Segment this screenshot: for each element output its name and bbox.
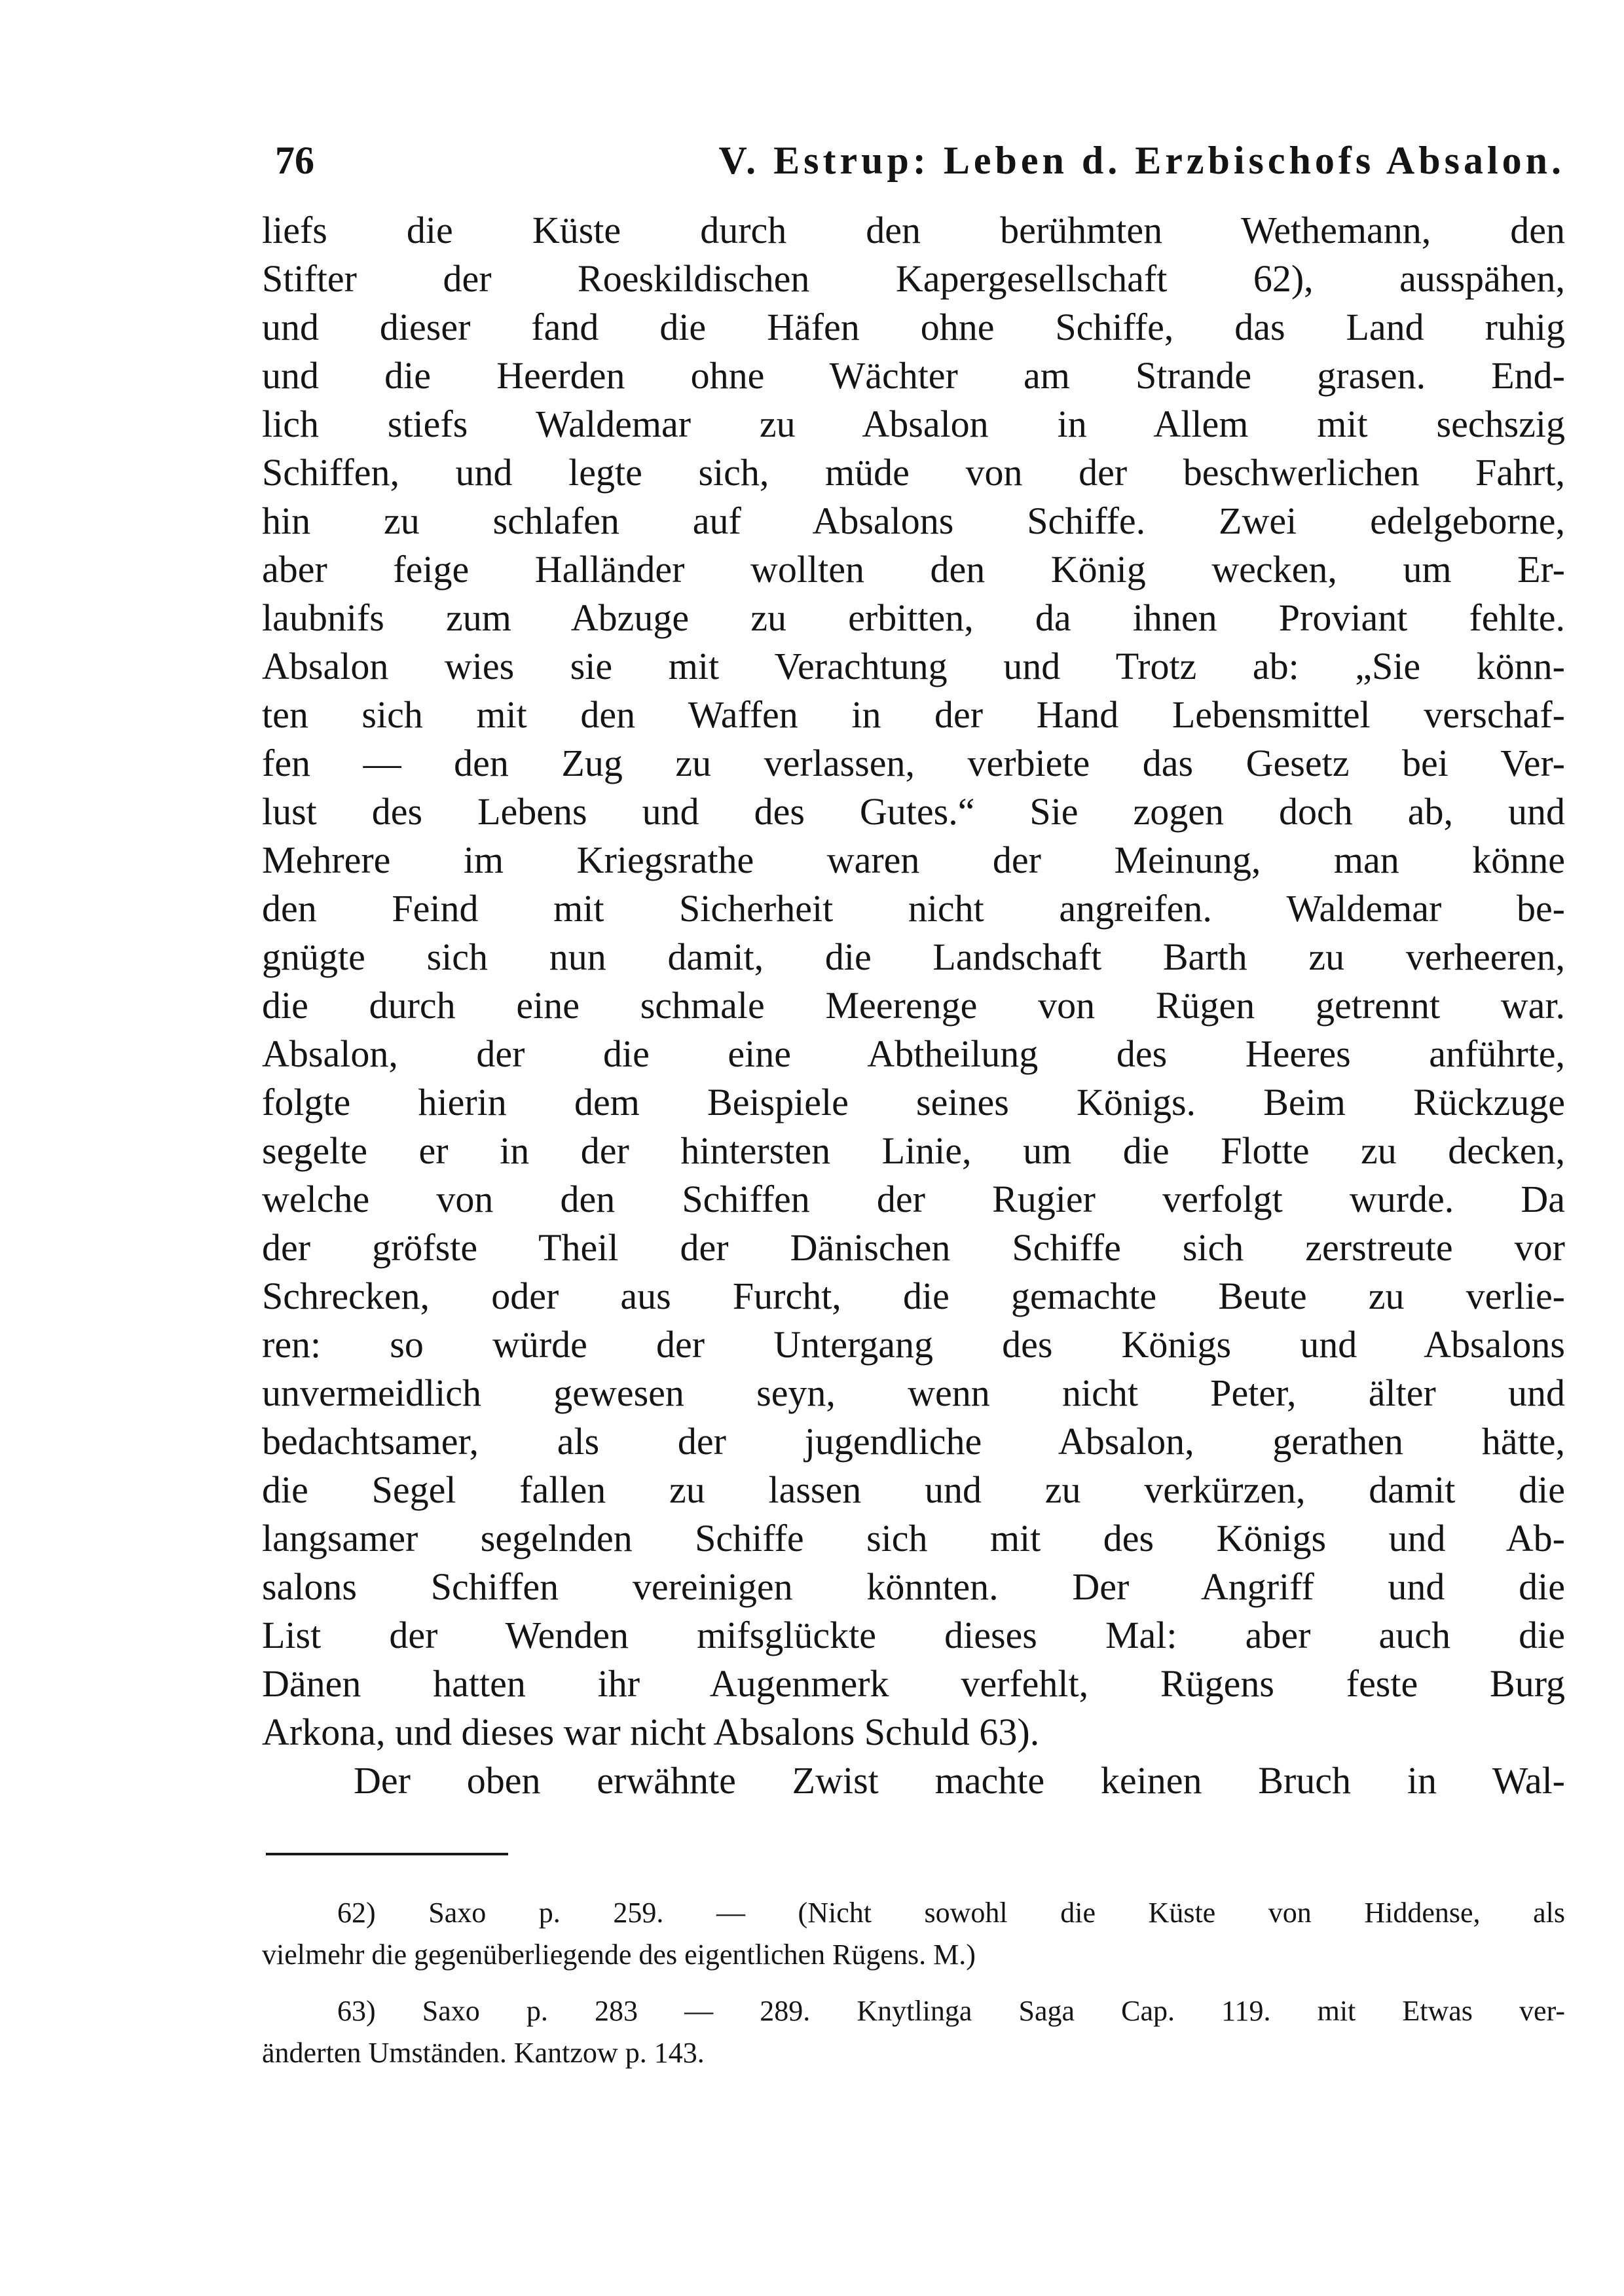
text-line: den Feind mit Sicherheit nicht angreifen. Waldemar be- [262, 887, 1565, 930]
text-line: lust des Lebens und des Gutes.“ Sie zogen doch ab, und [262, 790, 1565, 833]
footnote-63-line: änderten Umständen. Kantzow p. 143. [262, 2037, 705, 2069]
text-line: aber feige Halländer wollten den König wecken, um Er- [262, 548, 1565, 591]
footnote-spacer [262, 1976, 1565, 1990]
text-line: und die Heerden ohne Wächter am Strande grasen. End- [262, 354, 1565, 397]
main-text [262, 206, 1565, 1805]
footnote-63-line: 63) Saxo p. 283 — 289. Knytlinga Saga Cap. 119. mit Etwas ver- [337, 1995, 1565, 2027]
running-head: V. Estrup: Leben d. Erzbischofs Absalon. [718, 139, 1565, 182]
text-line: Schiffen, und legte sich, müde von der beschwerlichen Fahrt, [262, 451, 1565, 494]
text-line: Absalon, der die eine Abtheilung des Heeres anführte, [262, 1032, 1565, 1075]
text-line: Schrecken, oder aus Furcht, die gemachte Beute zu verlie- [262, 1275, 1565, 1317]
text-line: segelte er in der hintersten Linie, um die Flotte zu decken, [262, 1129, 1565, 1172]
text-line: und dieser fand die Häfen ohne Schiffe, das Land ruhig [262, 306, 1565, 348]
text-line: Dänen hatten ihr Augenmerk verfehlt, Rügens feste Burg [262, 1662, 1565, 1705]
text-line: ten sich mit den Waffen in der Hand Lebensmittel verschaf- [262, 693, 1565, 736]
text-line: unvermeidlich gewesen seyn, wenn nicht Peter, älter und [262, 1372, 1565, 1414]
footnote-62-line: 62) Saxo p. 259. — (Nicht sowohl die Küste von Hiddense, als [337, 1897, 1565, 1929]
text-line-paragraph-start: Der oben erwähnte Zwist machte keinen Bruch in Wal- [354, 1759, 1565, 1802]
page-header [262, 131, 1565, 190]
text-line: folgte hierin dem Beispiele seines Königs. Beim Rückzuge [262, 1081, 1565, 1123]
text-line: laubnifs zum Abzuge zu erbitten, da ihnen Proviant fehlte. [262, 596, 1565, 639]
text-line: liefs die Küste durch den berühmten Wethemann, den [262, 209, 1565, 251]
text-line: salons Schiffen vereinigen könnten. Der Angriff und die [262, 1565, 1565, 1608]
footnote-62-line: vielmehr die gegenüberliegende des eigentlichen Rügens. M.) [262, 1939, 976, 1971]
footnotes [262, 1892, 1565, 2074]
text-line: List der Wenden mifsglückte dieses Mal: aber auch die [262, 1614, 1565, 1656]
text-line: der gröfste Theil der Dänischen Schiffe sich zerstreute vor [262, 1226, 1565, 1269]
text-line: die Segel fallen zu lassen und zu verkürzen, damit die [262, 1468, 1565, 1511]
footnote-separator-rule [266, 1853, 508, 1855]
text-line: fen — den Zug zu verlassen, verbiete das Gesetz bei Ver- [262, 742, 1565, 784]
text-line: Mehrere im Kriegsrathe waren der Meinung, man könne [262, 839, 1565, 881]
text-line: Stifter der Roeskildischen Kapergesellschaft 62), ausspähen, [262, 257, 1565, 300]
text-line: lich stiefs Waldemar zu Absalon in Allem mit sechszig [262, 403, 1565, 445]
text-line: ren: so würde der Untergang des Königs und Absalons [262, 1323, 1565, 1366]
text-line: die durch eine schmale Meerenge von Rügen getrennt war. [262, 984, 1565, 1027]
text-line: langsamer segelnden Schiffe sich mit des Königs und Ab- [262, 1517, 1565, 1559]
text-line: gnügte sich nun damit, die Landschaft Barth zu verheeren, [262, 936, 1565, 978]
text-line: Absalon wies sie mit Verachtung und Trotz ab: „Sie könn- [262, 645, 1565, 687]
book-page [262, 131, 1565, 2193]
page-number: 76 [275, 139, 314, 182]
text-line: hin zu schlafen auf Absalons Schiffe. Zwei edelgeborne, [262, 500, 1565, 542]
text-line-paragraph-end: Arkona, und dieses war nicht Absalons Schuld 63). [262, 1711, 1040, 1753]
text-line: bedachtsamer, als der jugendliche Absalon, gerathen hätte, [262, 1420, 1565, 1463]
text-line: welche von den Schiffen der Rugier verfolgt wurde. Da [262, 1178, 1565, 1220]
